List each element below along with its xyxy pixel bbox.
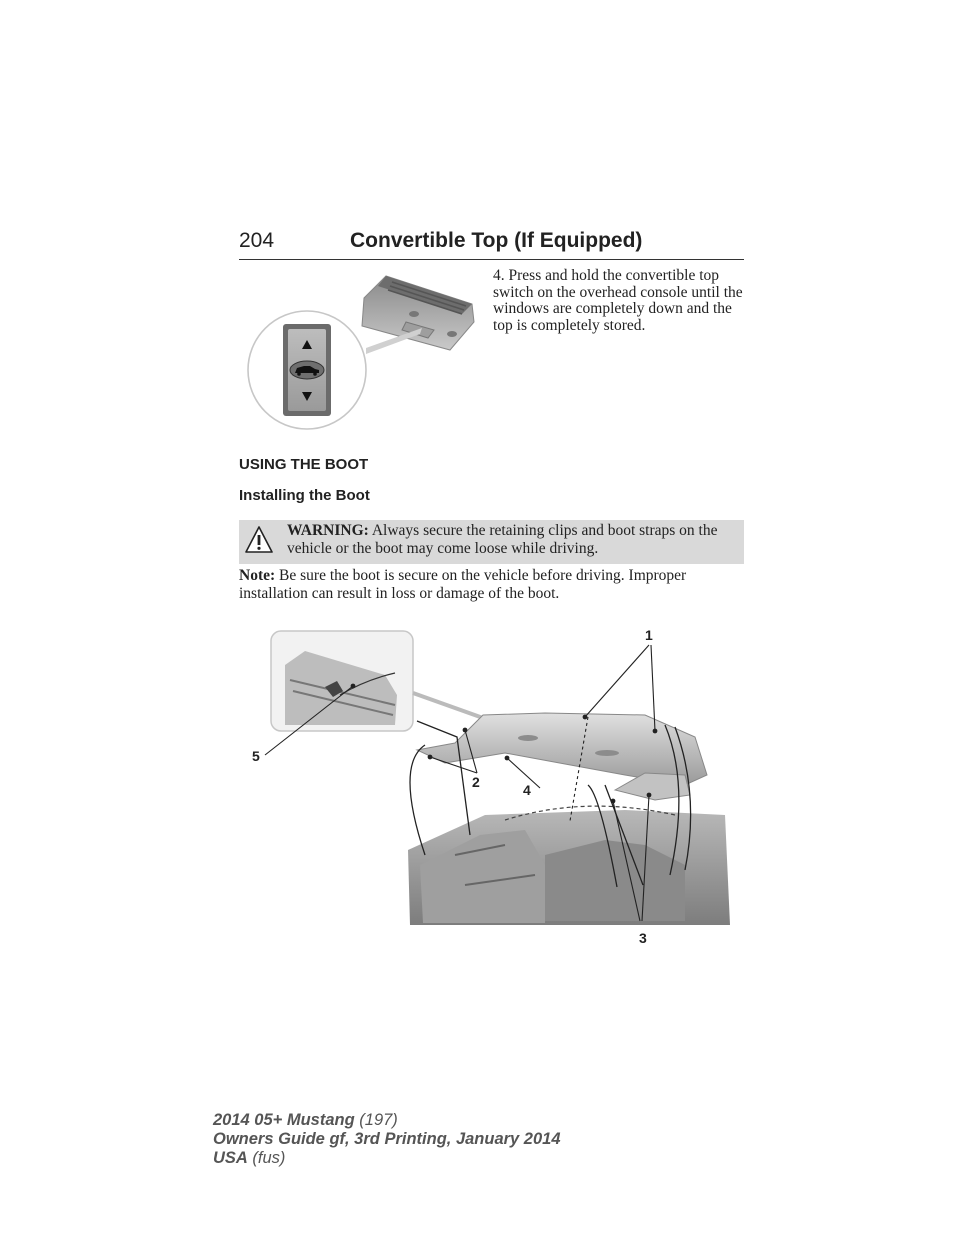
footer-line-2 — [213, 1130, 561, 1149]
section-heading: USING THE BOOT — [239, 456, 369, 473]
warning-text — [287, 522, 739, 557]
warning-label: WARNING: — [287, 522, 369, 539]
note-paragraph — [239, 567, 744, 602]
callout-label: 3 — [639, 930, 647, 946]
footer-model-code: (197) — [354, 1111, 398, 1129]
warning-triangle-icon — [244, 525, 274, 555]
boot-installation-illustration — [245, 625, 745, 950]
note-label: Note: — [239, 567, 276, 584]
page-number: 204 — [239, 229, 275, 252]
footer-line-3 — [213, 1149, 561, 1168]
footer-line-1 — [213, 1111, 561, 1130]
step-4-instruction: 4. Press and hold the convertible top switch on the overhead console until the windows are completely down and the top is completely stored. — [493, 267, 743, 334]
callout-label: 5 — [252, 748, 260, 764]
note-body: Be sure the boot is secure on the vehicle before driving. Improper installation can result in loss or damage of the boot. — [239, 567, 687, 602]
warning-box — [239, 520, 744, 564]
warning-body: Always secure the retaining clips and boot straps on the vehicle or the boot may come loose while driving. — [287, 522, 718, 557]
page-title: Convertible Top (If Equipped) — [350, 229, 643, 252]
subsection-heading: Installing the Boot — [239, 487, 370, 504]
callout-label: 1 — [645, 627, 653, 643]
overhead-console-switch-illustration — [244, 270, 486, 432]
page-header — [239, 229, 744, 260]
callout-label: 4 — [523, 782, 531, 798]
footer-edition: Owners Guide gf, 3rd Printing, January 2014 — [213, 1130, 561, 1148]
footer-market: USA — [213, 1149, 248, 1167]
callout-label: 2 — [472, 774, 480, 790]
footer-model: 2014 05+ Mustang — [213, 1111, 355, 1129]
footer-market-code: (fus) — [247, 1149, 286, 1167]
page-footer — [213, 1111, 561, 1168]
